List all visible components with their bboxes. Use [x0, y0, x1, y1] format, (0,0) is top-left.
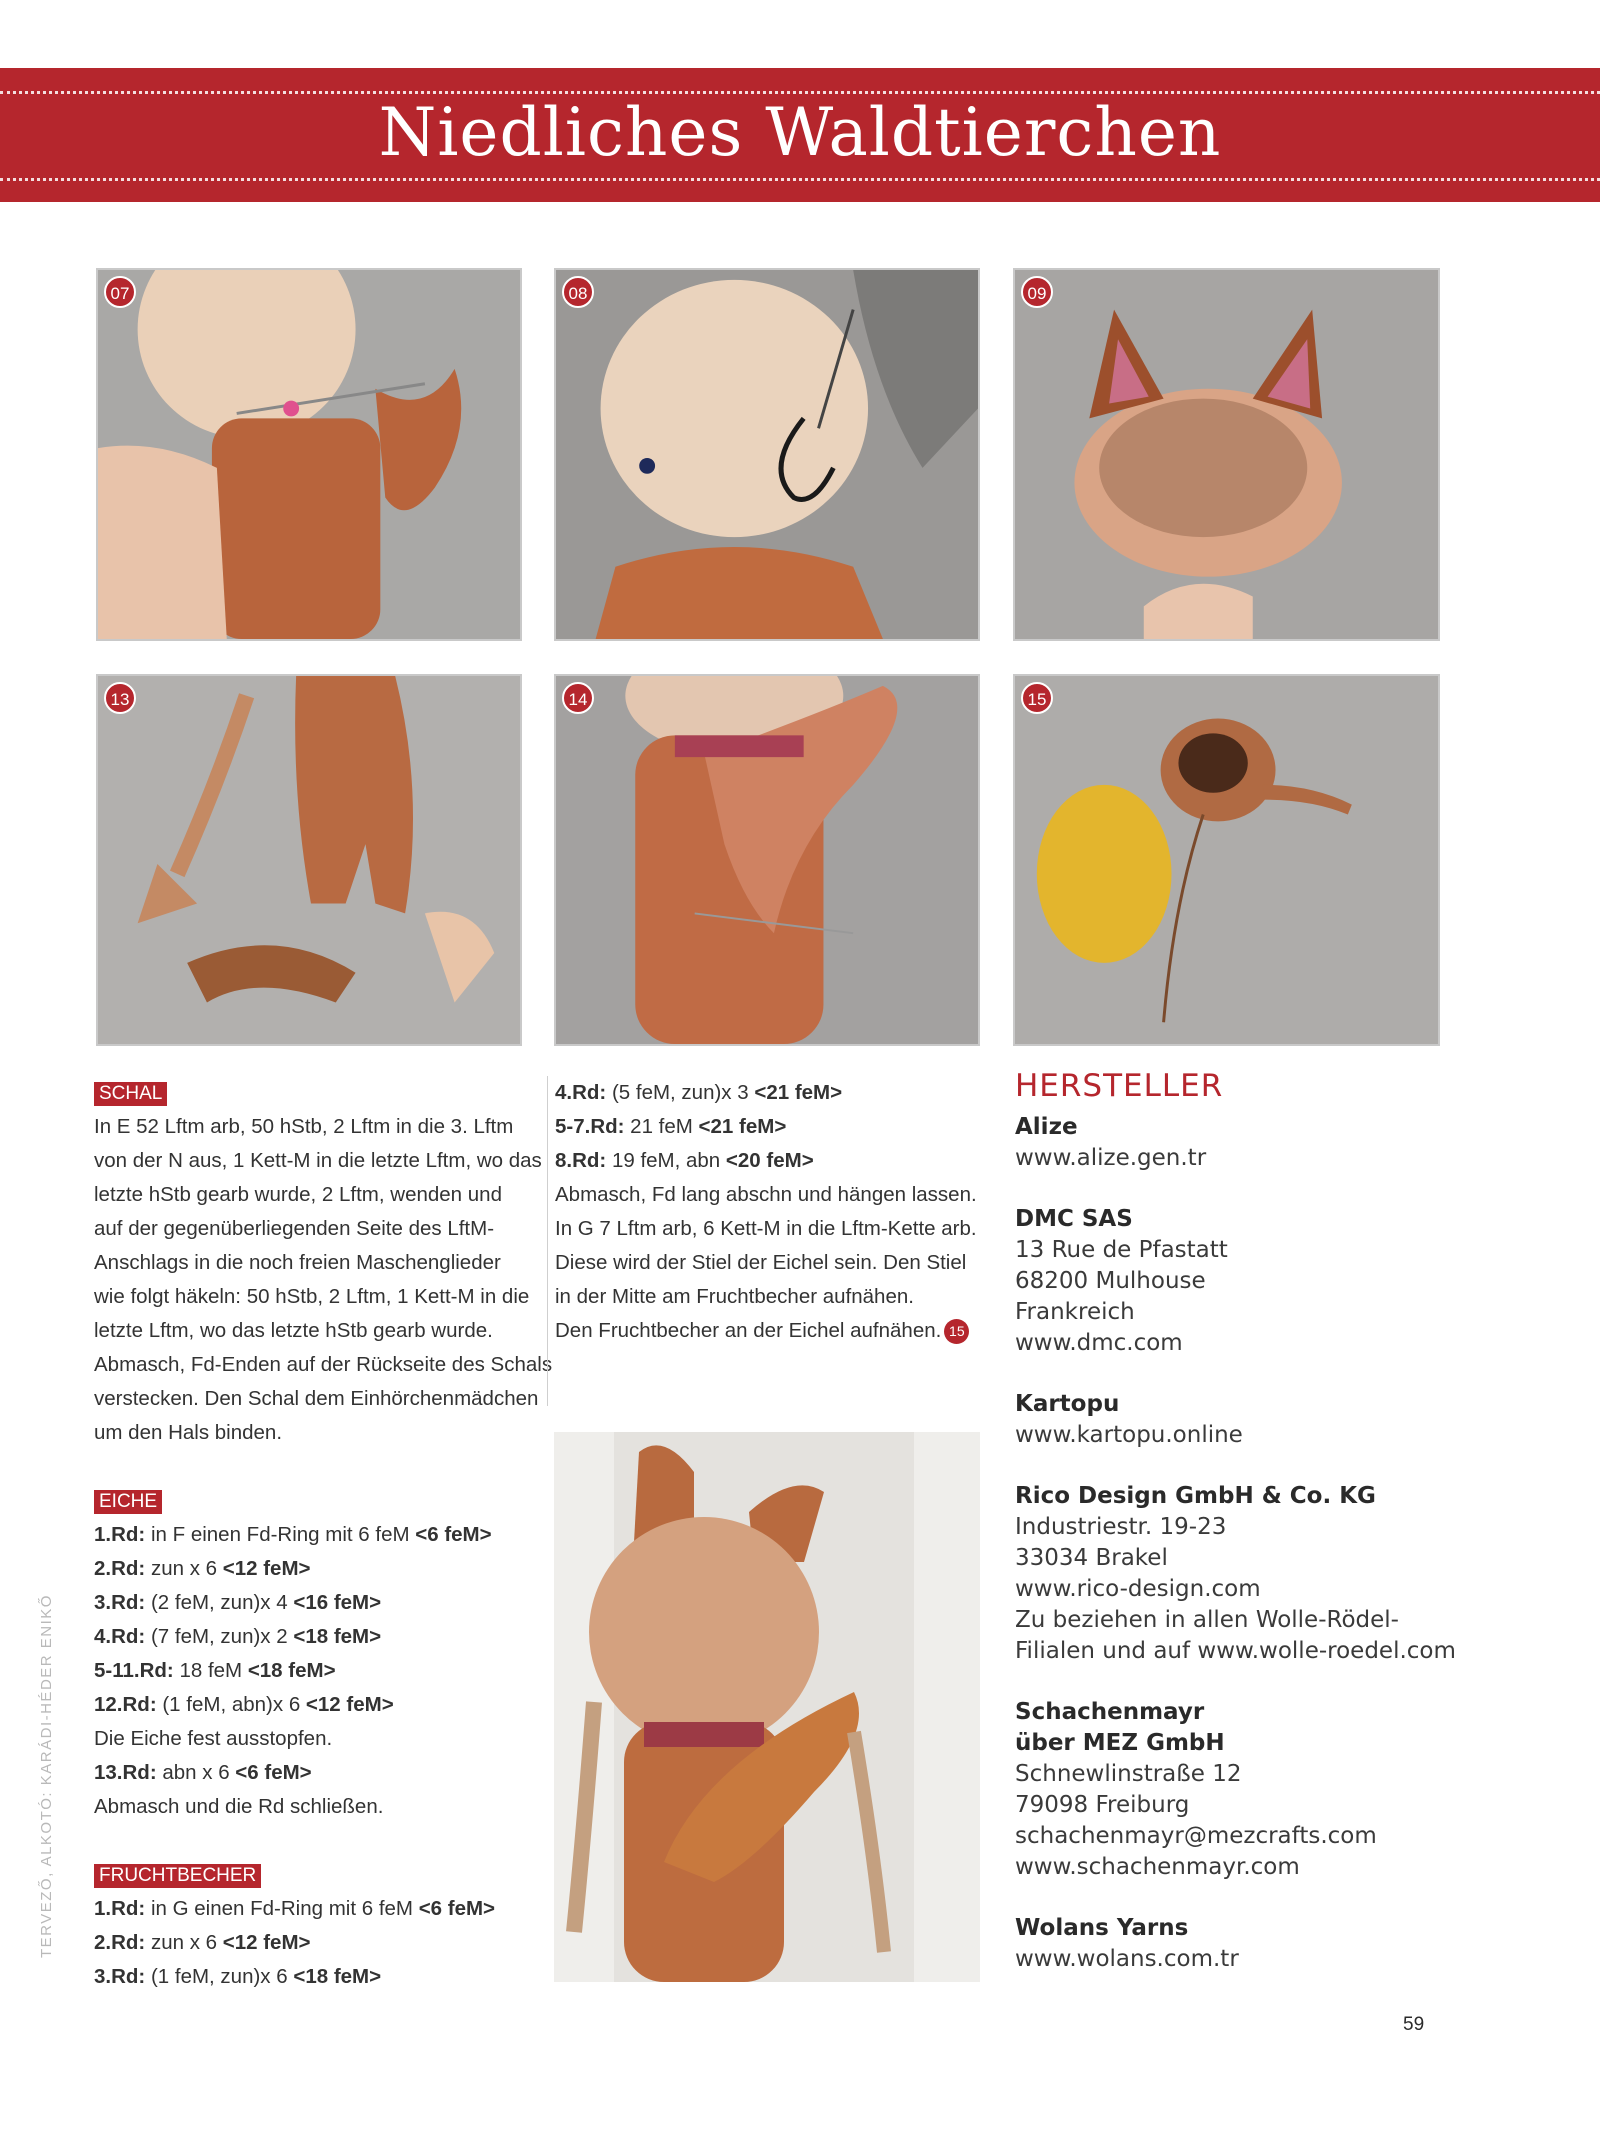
round-label: 5-11.Rd: [94, 1659, 174, 1682]
company-address-line: Industriestr. 19-23 [1015, 1514, 1227, 1540]
company-name: Rico Design GmbH & Co. KG [1015, 1483, 1376, 1509]
company-website: www.alize.gen.tr [1015, 1145, 1207, 1171]
photo-step-08 [554, 268, 980, 641]
schal-text [94, 1110, 553, 1450]
round-row [94, 1518, 524, 1552]
round-label: 1.Rd: [94, 1523, 146, 1546]
photo-step-13 [96, 674, 522, 1046]
text-line: auf der gegenüberliegenden Seite des LftM- [94, 1217, 495, 1240]
round-row [94, 1756, 524, 1790]
text-line: In G 7 Lftm arb, 6 Kett-M in die Lftm-Kette arb. [555, 1217, 977, 1240]
banner-dotted-line-bottom [0, 178, 1600, 181]
round-label: 5-7.Rd: [555, 1115, 625, 1138]
round-label: 4.Rd: [555, 1081, 607, 1104]
round-row [94, 1960, 524, 1994]
round-total: <21 feM> [698, 1115, 787, 1138]
round-text: (1 feM, zun)x 6 [145, 1965, 294, 1988]
round-label: 1.Rd: [94, 1897, 146, 1920]
photo-doll-head-embroidery-icon [556, 270, 978, 639]
round-label: 8.Rd: [555, 1149, 607, 1172]
round-row [94, 1722, 524, 1756]
feature-photo [554, 1432, 980, 1982]
company-note: Filialen und auf www.wolle-roedel.com [1015, 1638, 1456, 1664]
step-badge: 08 [562, 276, 594, 308]
text-line-with-ref [555, 1314, 975, 1348]
eiche-rounds [94, 1518, 524, 1824]
round-label: 12.Rd: [94, 1693, 157, 1716]
photo-squirrel-hat-ears-icon [1015, 270, 1438, 639]
company-note: Zu beziehen in allen Wolle-Rödel- [1015, 1607, 1399, 1633]
photo-step-15 [1013, 674, 1440, 1046]
company-website: www.schachenmayr.com [1015, 1854, 1300, 1880]
text-line: Diese wird der Stiel der Eichel sein. Den Stiel [555, 1251, 967, 1274]
page-number: 59 [1403, 2014, 1425, 2035]
photo-step-14 [554, 674, 980, 1046]
round-row [94, 1790, 524, 1824]
company-name: Schachenmayr [1015, 1699, 1205, 1725]
company-address-line: 79098 Freiburg [1015, 1792, 1190, 1818]
instructions-column-1 [94, 1076, 553, 1994]
text-line: In E 52 Lftm arb, 50 hStb, 2 Lftm in die 3. Lftm [94, 1115, 514, 1138]
designer-credit: TERVEZŐ, ALKOTÓ: KARÁDI-HÉDER ENIKŐ [38, 1594, 55, 1958]
step-badge: 07 [104, 276, 136, 308]
text-line: von der N aus, 1 Kett-M in die letzte Lftm, wo das [94, 1149, 542, 1172]
round-text: zun x 6 [145, 1557, 223, 1580]
step-badge: 09 [1021, 276, 1053, 308]
round-total: <16 feM> [293, 1591, 382, 1614]
round-text: (5 feM, zun)x 3 [606, 1081, 755, 1104]
company-address-line: 68200 Mulhouse [1015, 1268, 1206, 1294]
instructions-column-2 [555, 1076, 975, 1348]
round-row [94, 1654, 524, 1688]
round-text: (2 feM, zun)x 4 [145, 1591, 294, 1614]
manufacturer-entry [1015, 1697, 1575, 1883]
round-text: in G einen Fd-Ring mit 6 feM [145, 1897, 419, 1920]
text-line: letzte Lftm, wo das letzte hStb gearb wurde. [94, 1319, 493, 1342]
section-heading-fruchtbecher: FRUCHTBECHER [94, 1864, 261, 1888]
section-heading-schal: SCHAL [94, 1082, 167, 1106]
text-line: Abmasch, Fd lang abschn und hängen lassen. [555, 1183, 977, 1206]
round-total: <6 feM> [418, 1897, 496, 1920]
text-line: in der Mitte am Fruchtbecher aufnähen. [555, 1285, 914, 1308]
round-total: <12 feM> [222, 1931, 311, 1954]
section-heading-eiche: EICHE [94, 1490, 162, 1514]
company-website: www.dmc.com [1015, 1330, 1183, 1356]
manufacturer-entry [1015, 1389, 1575, 1451]
manufacturer-entry [1015, 1204, 1575, 1359]
round-text: 19 feM, abn [606, 1149, 726, 1172]
company-name-line-2: über MEZ GmbH [1015, 1730, 1225, 1756]
round-text: 21 feM [624, 1115, 699, 1138]
text-line: Anschlags in die noch freien Maschenglieder [94, 1251, 501, 1274]
photo-doll-tail-sewing-icon [556, 676, 978, 1044]
text-line: Den Fruchtbecher an der Eichel aufnähen. [555, 1319, 942, 1342]
round-total: <12 feM> [305, 1693, 394, 1716]
company-name: Alize [1015, 1114, 1078, 1140]
step-badge: 13 [104, 682, 136, 714]
round-total: <20 feM> [725, 1149, 814, 1172]
step-badge: 15 [1021, 682, 1053, 714]
manufacturer-entry [1015, 1112, 1575, 1174]
round-text: Abmasch und die Rd schließen. [94, 1795, 384, 1818]
photo-doll-head-sewing-icon [98, 270, 520, 639]
round-row [94, 1620, 524, 1654]
text-line: um den Hals binden. [94, 1421, 283, 1444]
round-row [555, 1076, 975, 1110]
round-row [555, 1144, 975, 1178]
text-line: Abmasch, Fd-Enden auf der Rückseite des Schals [94, 1353, 553, 1376]
company-name: Wolans Yarns [1015, 1915, 1189, 1941]
round-row [94, 1586, 524, 1620]
round-label: 2.Rd: [94, 1557, 146, 1580]
round-label: 13.Rd: [94, 1761, 157, 1784]
round-row [94, 1552, 524, 1586]
company-address-line: Frankreich [1015, 1299, 1135, 1325]
company-website: www.wolans.com.tr [1015, 1946, 1239, 1972]
photo-step-07 [96, 268, 522, 641]
company-name: DMC SAS [1015, 1206, 1133, 1232]
round-label: 3.Rd: [94, 1591, 146, 1614]
round-total: <12 feM> [222, 1557, 311, 1580]
step-reference-badge: 15 [944, 1319, 969, 1344]
company-website: www.kartopu.online [1015, 1422, 1243, 1448]
round-total: <6 feM> [235, 1761, 312, 1784]
photo-acorn-parts-icon [1015, 676, 1438, 1044]
round-text: abn x 6 [156, 1761, 236, 1784]
manufacturer-entry [1015, 1913, 1575, 1975]
round-text: (7 feM, zun)x 2 [145, 1625, 294, 1648]
company-address-line: 33034 Brakel [1015, 1545, 1168, 1571]
company-website: www.rico-design.com [1015, 1576, 1261, 1602]
company-address-line: 13 Rue de Pfastatt [1015, 1237, 1228, 1263]
step-badge: 14 [562, 682, 594, 714]
company-address-line: Schnewlinstraße 12 [1015, 1761, 1242, 1787]
round-text: in F einen Fd-Ring mit 6 feM [145, 1523, 416, 1546]
manufacturer-entry [1015, 1481, 1575, 1667]
text-line: letzte hStb gearb wurde, 2 Lftm, wenden und [94, 1183, 502, 1206]
round-label: 2.Rd: [94, 1931, 146, 1954]
photo-step-09 [1013, 268, 1440, 641]
title-banner [0, 68, 1600, 202]
text-line: verstecken. Den Schal dem Einhörchenmädchen [94, 1387, 539, 1410]
manufacturers-column [1015, 1064, 1575, 1975]
company-email: schachenmayr@mezcrafts.com [1015, 1823, 1377, 1849]
round-row [94, 1688, 524, 1722]
round-total: <6 feM> [415, 1523, 492, 1546]
photo-doll-braids-scissors-icon [98, 676, 520, 1044]
page-title: Niedliches Waldtierchen [378, 94, 1222, 171]
photo-finished-squirrel-back-icon [554, 1432, 980, 1982]
round-row [555, 1110, 975, 1144]
company-name: Kartopu [1015, 1391, 1120, 1417]
text-line: wie folgt häkeln: 50 hStb, 2 Lftm, 1 Kett-M in die [94, 1285, 530, 1308]
round-total: <18 feM> [247, 1659, 336, 1682]
round-total: <21 feM> [754, 1081, 843, 1104]
column-divider [547, 1076, 548, 1406]
round-total: <18 feM> [293, 1625, 382, 1648]
round-total: <18 feM> [293, 1965, 382, 1988]
round-row [94, 1926, 524, 1960]
round-label: 4.Rd: [94, 1625, 146, 1648]
round-text: Die Eiche fest ausstopfen. [94, 1727, 333, 1750]
round-label: 3.Rd: [94, 1965, 146, 1988]
round-row [94, 1892, 524, 1926]
round-text: 18 feM [173, 1659, 248, 1682]
manufacturers-title: HERSTELLER [1015, 1068, 1224, 1104]
fruchtbecher-rounds [94, 1892, 524, 1994]
round-text: (1 feM, abn)x 6 [156, 1693, 306, 1716]
round-text: zun x 6 [145, 1931, 223, 1954]
